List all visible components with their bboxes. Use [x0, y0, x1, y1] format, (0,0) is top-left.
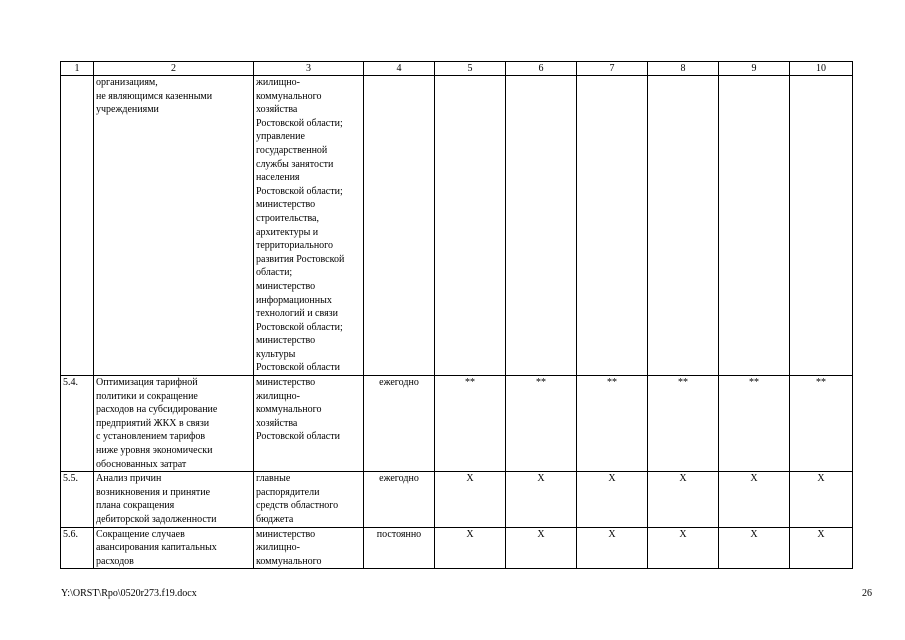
measure-cell: Сокращение случаев авансирования капитальных расходов [94, 527, 254, 569]
value-cell: Х [719, 472, 790, 527]
value-cell: ** [506, 376, 577, 472]
value-cell: Х [506, 472, 577, 527]
row-number [61, 76, 94, 376]
table-row [61, 527, 853, 569]
table-row [61, 76, 853, 376]
table-row [61, 376, 853, 472]
value-cell: Х [719, 527, 790, 569]
column-header: 6 [506, 62, 577, 76]
value-cell: Х [435, 472, 506, 527]
column-header: 1 [61, 62, 94, 76]
column-header: 7 [577, 62, 648, 76]
period-cell: постоянно [364, 527, 435, 569]
column-header: 4 [364, 62, 435, 76]
page-number: 26 [862, 588, 872, 599]
value-cell [790, 76, 853, 376]
row-number: 5.6. [61, 527, 94, 569]
value-cell [648, 76, 719, 376]
executor-cell: жилищно- коммунального хозяйства Ростовской области; управление государственной службы занятости населения Ростовской области; министерство строительства, архитектуры и территориального развития Ростовской области; министерство информационных технологий и связи Ростовской области; министерство культуры Ростовской области [254, 76, 364, 376]
value-cell: ** [719, 376, 790, 472]
value-cell [435, 76, 506, 376]
value-cell: Х [435, 527, 506, 569]
value-cell: Х [577, 472, 648, 527]
value-cell: Х [648, 527, 719, 569]
column-header: 5 [435, 62, 506, 76]
period-cell: ежегодно [364, 376, 435, 472]
executor-cell: министерство жилищно- коммунального [254, 527, 364, 569]
column-header: 3 [254, 62, 364, 76]
column-header: 8 [648, 62, 719, 76]
column-header: 2 [94, 62, 254, 76]
measure-cell: Оптимизация тарифной политики и сокращение расходов на субсидирование предприятий ЖКХ в связи с установлением тарифов ниже уровня экономически обоснованных затрат [94, 376, 254, 472]
period-cell [364, 76, 435, 376]
column-header: 9 [719, 62, 790, 76]
header-row [61, 62, 853, 76]
value-cell [577, 76, 648, 376]
value-cell [719, 76, 790, 376]
measures-table [60, 61, 853, 569]
value-cell: ** [648, 376, 719, 472]
measure-cell: организациям, не являющимся казенными учреждениями [94, 76, 254, 376]
measure-cell: Анализ причин возникновения и принятие плана сокращения дебиторской задолженности [94, 472, 254, 527]
value-cell: ** [577, 376, 648, 472]
value-cell: Х [577, 527, 648, 569]
value-cell: Х [790, 472, 853, 527]
footer-file-path: Y:\ORST\Rpo\0520r273.f19.docx [61, 588, 197, 599]
value-cell: ** [435, 376, 506, 472]
executor-cell: министерство жилищно- коммунального хозяйства Ростовской области [254, 376, 364, 472]
table-row [61, 472, 853, 527]
value-cell: Х [790, 527, 853, 569]
column-header: 10 [790, 62, 853, 76]
row-number: 5.4. [61, 376, 94, 472]
value-cell: Х [648, 472, 719, 527]
value-cell: Х [506, 527, 577, 569]
period-cell: ежегодно [364, 472, 435, 527]
value-cell: ** [790, 376, 853, 472]
row-number: 5.5. [61, 472, 94, 527]
value-cell [506, 76, 577, 376]
executor-cell: главные распорядители средств областного бюджета [254, 472, 364, 527]
